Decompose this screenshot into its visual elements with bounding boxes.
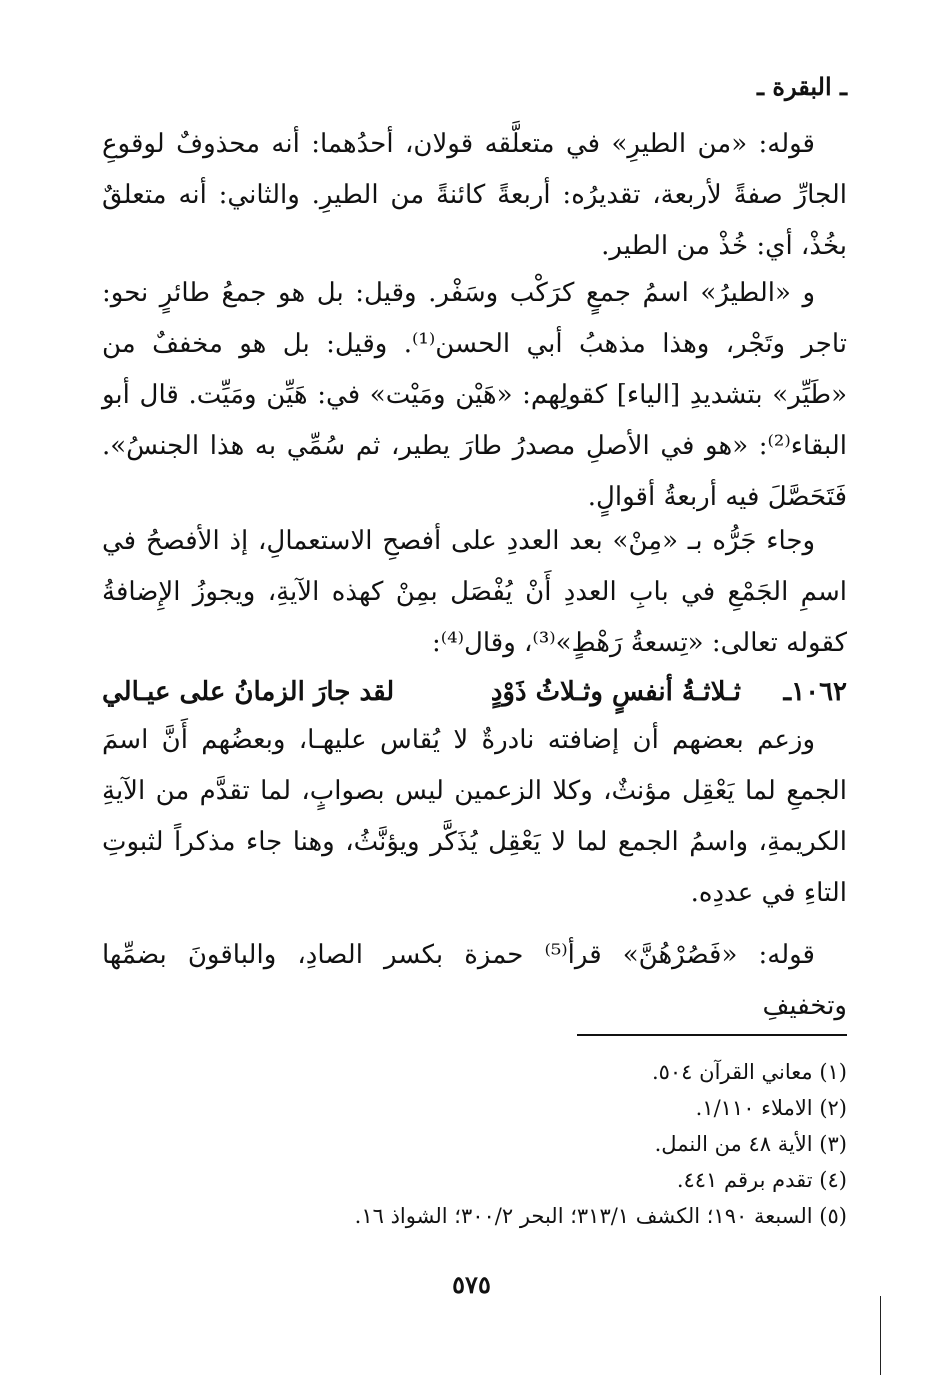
paragraph-3 [102, 516, 847, 669]
page-number: ٥٧٥ [452, 1270, 491, 1299]
paragraph-text: قوله: «فَصُرْهُنَّ» قرأ⁽⁵⁾ حمزة بكسر الصادِ، والباقونَ بضمِّها وتخفيفِ [102, 940, 847, 1021]
paragraph-text: قوله: «من الطيرِ» في متعلَّقه قولان، أحدُهما: أنه محذوفٌ لوقوعِ الجارِّ صفةً لأربعة، تقديرُه: أربعةً كائنةً من الطيرِ. والثاني: أنه متعلقٌ بخُذْ، أي: خُذْ من الطير. [102, 129, 847, 261]
paragraph-text: و «الطيرُ» اسمُ جمعٍ كرَكْب وسَفْر. وقيل: بل هو جمعُ طائرٍ نحو: تاجر وتَجْر، وهذا مذهبُ أبي الحسن⁽¹⁾. وقيل: بل هو مخففٌ من «طَيِّر» بتشديدِ [الياء] كقولِهم: «هَيْن ومَيْت» في: هَيِّن ومَيِّت. قال أبو البقاء⁽²⁾: «هو في الأصلِ مصدرُ طارَ يطير، ثم سُمِّي به هذا الجنسُ». فَتَحَصَّلَ فيه أربعةُ أقوالٍ. [102, 278, 847, 512]
paragraph-text: وجاء جَرُّه بـ «مِنْ» بعد العددِ على أفصحِ الاستعمالِ، إذ الأفصحُ في اسمِ الجَمْعِ في بابِ العددِ أَنْ يُفْصَل بمِنْ كهذه الآيةِ، ويجوزُ الإِضافةُ كقوله تعالى: «تِسعةُ رَهْطٍ»⁽³⁾، وقال⁽⁴⁾: [102, 526, 847, 658]
verse-first-hemistich: ثـلاثـةُ أنفسٍ وثـلاثُ ذَوْدٍ [490, 677, 741, 707]
footnote-divider [577, 1034, 847, 1036]
paragraph-1 [102, 119, 847, 272]
footnote-item: (١) معاني القرآن ٥٠٤. [651, 1060, 847, 1084]
footnotes-list [102, 1054, 847, 1234]
footnote-item: (٤) تقدم برقم ٤٤١. [676, 1168, 847, 1192]
verse-second-hemistich: لقد جارَ الزمانُ على عيـالي [102, 677, 395, 707]
paragraph-4 [102, 715, 847, 919]
paragraph-text: وزعم بعضهم أن إضافته نادرةٌ لا يُقاس عليهـا، وبعضُهم أَنَّ اسمَ الجمعِ لما يَعْقِل مؤنثٌ، وكلا الزعمين ليس بصوابٍ، لما تقدَّم من الآيةِ الكريمةِ، واسمُ الجمع لما لا يَعْقِل يُذَكَّر ويؤنَّثُ، وهنا جاء مذكراً لثبوتِ التاءِ في عددِه. [102, 725, 847, 908]
footnote-item: (٣) الأية ٤٨ من النمل. [654, 1132, 847, 1156]
paragraph-5 [102, 930, 847, 1032]
poetry-verse [102, 670, 847, 714]
footnote-item: (٥) السبعة ١٩٠؛ الكشف ٣١٣/١؛ البحر ٣٠٠/٢؛ الشواذ ١٦. [354, 1204, 847, 1228]
scan-edge-line [880, 1296, 881, 1375]
running-header: ـ البقرة ـ [757, 72, 847, 101]
paragraph-2 [102, 268, 847, 523]
footnote-item: (٢) الاملاء ١/١١٠. [695, 1096, 847, 1120]
verse-number: ١٠٦٢ـ [783, 677, 847, 707]
